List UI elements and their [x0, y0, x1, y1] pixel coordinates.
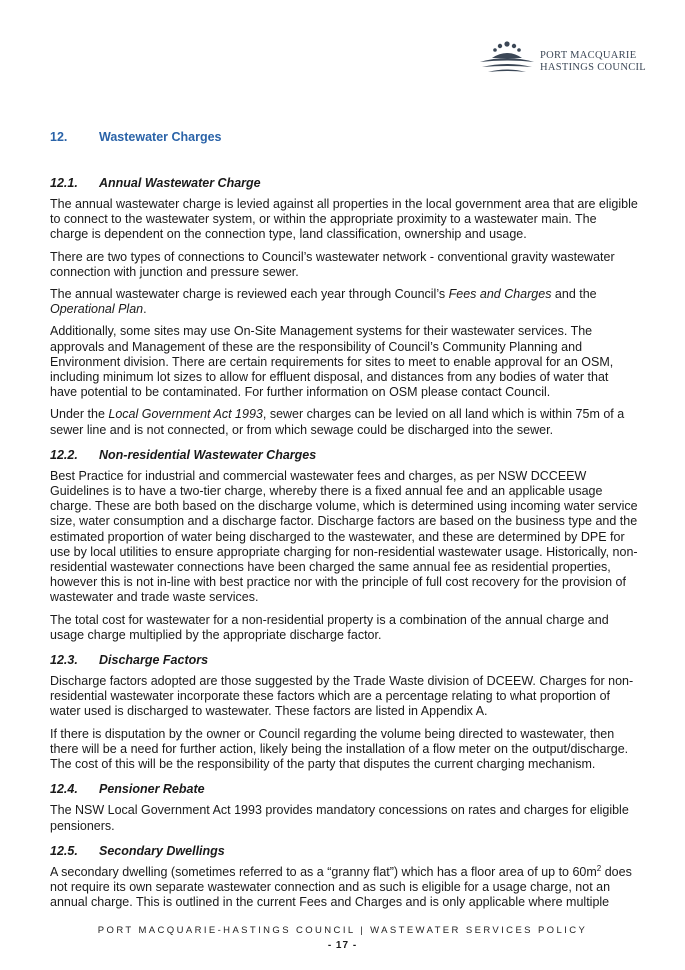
council-logo-icon — [478, 40, 536, 76]
paragraph: If there is disputation by the owner or Council regarding the volume being directed to wastewater, then there will be a need for further action, likely being the installation of a flow meter on the output/discharge. The cost of this will be the responsibility of the party that disputes the current charging mechanism. — [50, 726, 629, 772]
subsection-number: 12.2. — [50, 447, 78, 462]
council-logo — [478, 40, 648, 76]
subsection-heading-12-4 — [50, 781, 638, 797]
paragraph: The total cost for wastewater for a non-residential property is a combination of the annual charge and usage charge multiplied by the appropriate discharge factor. — [50, 612, 609, 642]
council-logo-text — [540, 50, 646, 74]
section-heading — [50, 130, 638, 144]
subsection-title: Secondary Dwellings — [99, 843, 225, 858]
subsection-heading-12-2 — [50, 447, 638, 463]
logo-line-2: HASTINGS COUNCIL — [540, 62, 647, 73]
paragraph: Discharge factors adopted are those suggested by the Trade Waste division of DCEEW. Charges for non-residential wastewater incorporate these factors which are a percentage relating to what proportion of water used is discharged to wastewater. These factors are listed in Appendix A. — [50, 674, 634, 719]
subsection-title: Annual Wastewater Charge — [99, 176, 261, 190]
subsection-title: Discharge Factors — [99, 653, 209, 668]
subsection-number: 12.1. — [50, 176, 78, 190]
subsection-heading-12-1 — [50, 175, 638, 191]
subsection-number: 12.3. — [50, 653, 78, 668]
paragraph: The NSW Local Government Act 1993 provides mandatory concessions on rates and charges for eligible pensioners. — [50, 803, 629, 833]
paragraph: Best Practice for industrial and commercial wastewater fees and charges, as per NSW DCCEEW Guidelines is to have a two-tier charge, whereby there is a fixed annual fee and an applicable usage charge. These are both based on the discharge volume, which is determined using incoming water service size, water consumption and a discharge factor. Discharge factors are based on the business type and the estimated proportion of water being discharged to the wastewater, and these are determined by DPE for use by local utilities to ensure appropriate charging for non-residential wastewater usage. Historically, non-residential wastewater connections have been charged the same annual fee as residential properties, however this is not in-line with best practice nor with the principle of full cost recovery for the provision of wastewater and trade waste services. — [50, 468, 638, 605]
section-title: Wastewater Charges — [99, 130, 222, 144]
subsection-heading-12-3 — [50, 652, 638, 668]
subsection-heading-12-5 — [50, 843, 638, 859]
paragraph: Additionally, some sites may use On-Site Management systems for their wastewater services. The approvals and Management of these are the responsibility of Council’s Community Planning and Environment division. There are certain requirements for sites to meet to enable approval for an OSM, including minimum lot sizes to allow for effluent disposal, and distances from any bodies of water that have potential to be contaminated. For further information on OSM please contact Council. — [50, 324, 614, 400]
subsection-title: Non-residential Wastewater Charges — [99, 447, 317, 462]
subsection-number: 12.4. — [50, 782, 78, 797]
subsection-number: 12.5. — [50, 843, 78, 858]
paragraph: There are two types of connections to Council’s wastewater network - conventional gravity wastewater connection with junction and pressure sewer. — [50, 249, 615, 279]
paragraph: The annual wastewater charge is reviewed each year through Council’s Fees and Charges and the Operational Plan. — [50, 287, 597, 317]
section-number: 12. — [50, 130, 68, 144]
logo-line-1: PORT MACQUARIE — [540, 50, 637, 61]
page-number: - 17 - — [327, 940, 358, 951]
paragraph: A secondary dwelling (sometimes referred to as a “granny flat”) which has a floor area of up to $60m^2$ does not require its own separate wastewater connection and as such is eligible for a usage charge, not an annual charge. This is outlined in the current Fees and Charges and is only applicable where multiple — [50, 863, 632, 910]
subsection-title: Pensioner Rebate — [99, 782, 205, 797]
page-footer: PORT MACQUARIE-HASTINGS COUNCIL | WASTEWATER SERVICES POLICY — [97, 925, 588, 936]
paragraph: The annual wastewater charge is levied against all properties in the local government area that are eligible to connect to the wastewater system, or within the appropriate proximity to a wastewater main. The charge is dependent on the connection type, land classification, ownership and usage. — [50, 197, 638, 242]
document-body — [50, 130, 638, 917]
paragraph: Under the Local Government Act 1993, sewer charges can be levied on all land which is within 75m of a sewer line and is not connected, or from which sewage could be discharged into the sewer. — [50, 407, 625, 437]
